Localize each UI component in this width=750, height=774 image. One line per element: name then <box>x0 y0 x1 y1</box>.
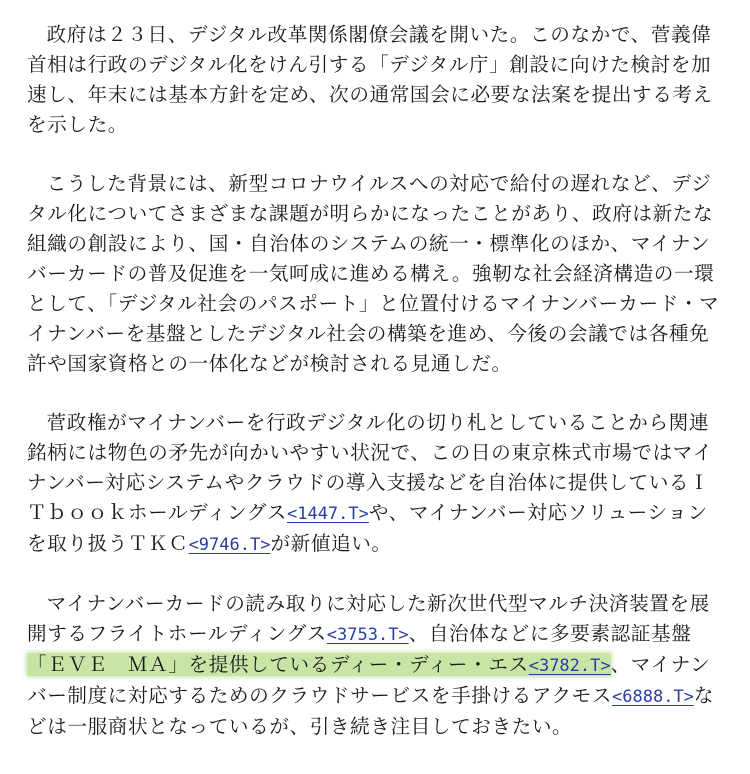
highlight-phrase: 「ＥＶＥ ＭＡ」を提供しているディー・ディー・エス <box>27 653 529 676</box>
paragraph-text: 政府は２３日、デジタル改革関係閣僚会議を開いた。このなかで、菅義偉首相は行政のデジタル化をけん引する「デジタル庁」創設に向けた検討を加速し、年末には基本方針を定め、次の通常国会に必要な法案を提出する考えを示した。 <box>27 23 713 136</box>
paragraph-text: などは一服商状となっているが、引き続き注目しておきたい。 <box>27 684 715 738</box>
stock-link-1447[interactable]: <1447.T> <box>286 504 369 524</box>
stock-link-3782[interactable]: <3782.T> <box>528 656 611 676</box>
highlighted-text <box>27 653 611 676</box>
stock-link-9746[interactable]: <9746.T> <box>188 535 271 555</box>
paragraph-text: マイナンバーカードの読み取りに対応した新次世代型マルチ決済装置を展開するフライトホールディングス <box>27 592 710 645</box>
paragraph-text: や、マイナンバー対応ソリューションを取り扱うＴＫＣ <box>27 501 708 555</box>
stock-link-6888[interactable]: <6888.T> <box>612 687 694 707</box>
paragraph-4 <box>27 589 721 742</box>
paragraph-text: 菅政権がマイナンバーを行政デジタル化の切り札としていることから関連銘柄には物色の矛先が向かいやすい状況で、この日の東京株式市場ではマイナンバー対応システムやクラウドの導入支援などを自治体に提供しているＩＴｂｏｏｋホールディングス <box>27 411 713 524</box>
paragraph-text: 、マイナンバー制度に対応するためのクラウドサービスを手掛けるアクモス <box>27 653 711 707</box>
article-body <box>27 20 721 742</box>
stock-link-3753[interactable]: <3753.T> <box>326 625 409 645</box>
paragraph-2 <box>27 169 721 379</box>
paragraph-text: 、自治体などに多要素認証基盤 <box>408 622 692 645</box>
paragraph-text: が新値追い。 <box>270 532 392 555</box>
paragraph-text: こうした背景には、新型コロナウイルスへの対応で給付の遅れなど、デジタル化についてさまざまな課題が明らかになったことがあり、政府は新たな組織の創設により、国・自治体のシステムの統一・標準化のほか、マイナンバーカードの普及促進を一気呵成に進める構え。強靭な社会経済構造の一環として、「デジタル社会のパスポート」と位置付けるマイナンバーカード・マイナンバーを基盤としたデジタル社会の構築を進め、今後の会議では各種免許や国家資格との一体化などが検討される見通しだ。 <box>27 172 720 375</box>
paragraph-1 <box>27 20 721 140</box>
paragraph-3 <box>27 408 721 560</box>
